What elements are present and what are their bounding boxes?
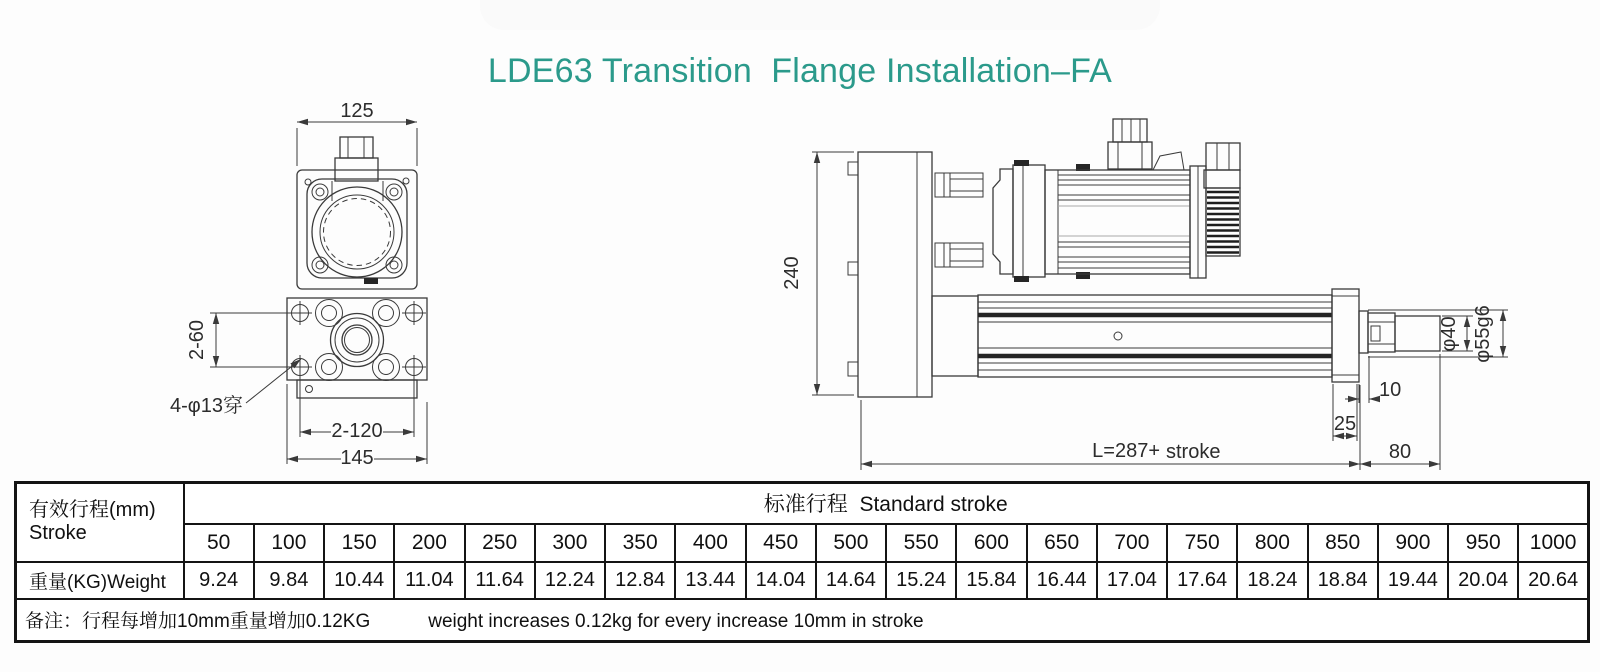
- weight-cell: 15.24: [886, 562, 956, 599]
- stroke-cell: 600: [956, 524, 1026, 562]
- weight-cell: 13.44: [675, 562, 745, 599]
- motor-connector-front: [335, 137, 378, 181]
- mounting-bolts: [935, 173, 983, 267]
- weight-cell: 14.04: [746, 562, 816, 599]
- stroke-header-en: Stroke: [29, 522, 87, 545]
- rod-end-assembly: [1332, 289, 1440, 382]
- stroke-cell: 850: [1308, 524, 1378, 562]
- motor-front-outline: [297, 170, 417, 289]
- dim-2-120: 2-120: [331, 420, 383, 442]
- standard-stroke-header: 标准行程 Standard stroke: [184, 483, 1589, 524]
- side-view-drawing: [781, 119, 1508, 470]
- stroke-cell: 450: [746, 524, 816, 562]
- dim-phi40: φ40: [1438, 316, 1460, 352]
- weight-cell: 9.24: [184, 562, 254, 599]
- stroke-cell: 750: [1167, 524, 1237, 562]
- note-text-en: weight increases 0.12kg for every increase 10mm in stroke: [428, 611, 924, 633]
- stroke-cell: 100: [254, 524, 324, 562]
- page-title: LDE63 Transition Flange Installation–FA: [487, 52, 1113, 90]
- dim-240: 240: [781, 256, 803, 290]
- weight-cell: 9.84: [254, 562, 324, 599]
- weight-cell: 19.44: [1378, 562, 1448, 599]
- weight-cell: 20.64: [1518, 562, 1588, 599]
- stroke-cell: 500: [816, 524, 886, 562]
- weight-cell: 12.24: [535, 562, 605, 599]
- note-row: [16, 599, 1589, 642]
- stroke-row-header: [16, 483, 184, 562]
- stroke-cell: 250: [465, 524, 535, 562]
- weight-cell: 17.04: [1097, 562, 1167, 599]
- stroke-cell: 200: [394, 524, 464, 562]
- dim-2-60: 2-60: [186, 319, 208, 361]
- weight-cell: 16.44: [1027, 562, 1097, 599]
- dim-125: 125: [340, 100, 374, 122]
- weight-cell: 11.64: [465, 562, 535, 599]
- stroke-cell: 900: [1378, 524, 1448, 562]
- weight-cell: 15.84: [956, 562, 1026, 599]
- transition-flange-side: [848, 152, 932, 397]
- dim-length-prefix: L=287+: [1092, 440, 1160, 462]
- front-view-drawing: [170, 100, 427, 469]
- dim-145: 145: [340, 447, 374, 469]
- stroke-cell: 700: [1097, 524, 1167, 562]
- weight-cell: 20.04: [1448, 562, 1518, 599]
- weight-cell: 18.84: [1308, 562, 1378, 599]
- stroke-cell: 350: [605, 524, 675, 562]
- dim-80: 80: [1388, 441, 1412, 463]
- stroke-cell: 150: [324, 524, 394, 562]
- encoder-cooling-fins: [1207, 192, 1239, 253]
- dim-4-phi13: 4-φ13穿: [170, 395, 243, 417]
- power-connector: [1108, 119, 1152, 169]
- weight-cell: 18.24: [1237, 562, 1307, 599]
- note-text-cn: 备注：行程每增加10mm重量增加0.12KG: [25, 611, 371, 633]
- flange-plate-front: [287, 298, 427, 398]
- stroke-weight-table: [14, 481, 1590, 643]
- stroke-cell: 650: [1027, 524, 1097, 562]
- stroke-cell: 50: [184, 524, 254, 562]
- dim-phi55g6: φ55g6: [1472, 305, 1494, 363]
- cylinder-body: [932, 295, 1332, 377]
- weight-cell: 10.44: [324, 562, 394, 599]
- stroke-cell: 400: [675, 524, 745, 562]
- weight-cell: 11.04: [394, 562, 464, 599]
- stroke-cell: 800: [1237, 524, 1307, 562]
- stroke-cell: 300: [535, 524, 605, 562]
- dim-length-word: stroke: [1166, 441, 1221, 463]
- stroke-values-row: [16, 524, 1589, 562]
- weight-cell: 14.64: [816, 562, 886, 599]
- weight-cell: 12.84: [605, 562, 675, 599]
- dim-10: 10: [1379, 379, 1402, 401]
- dim-25: 25: [1333, 413, 1357, 435]
- servo-motor-body: [1045, 166, 1206, 278]
- stroke-header-cn: 有效行程(mm): [29, 498, 156, 521]
- stroke-cell: 950: [1448, 524, 1518, 562]
- weight-cell: 17.64: [1167, 562, 1237, 599]
- weight-values-row: [16, 562, 1589, 599]
- stroke-cell: 1000: [1518, 524, 1588, 562]
- weight-row-header: 重量(KG)Weight: [16, 562, 184, 599]
- gearbox-adapter: [993, 160, 1090, 282]
- stroke-cell: 550: [886, 524, 956, 562]
